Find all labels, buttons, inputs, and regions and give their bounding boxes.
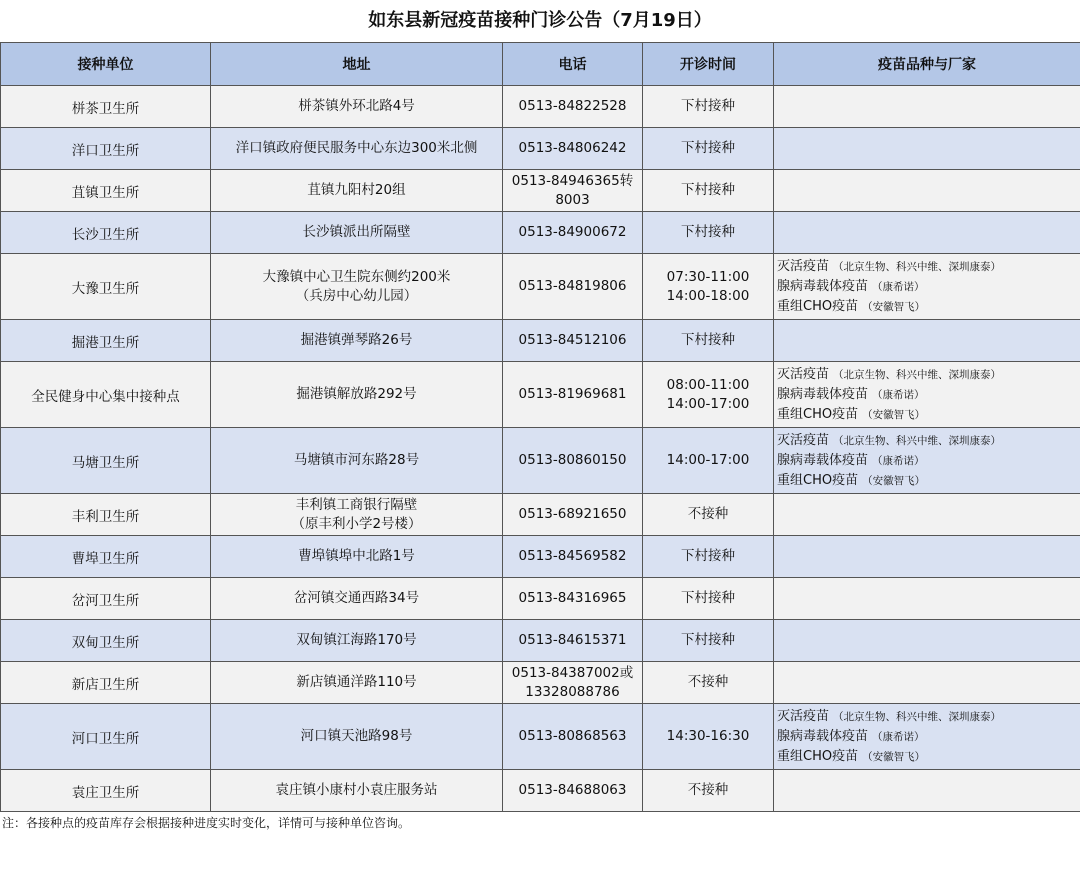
table-row <box>1 494 1080 536</box>
cell-time <box>643 86 774 128</box>
cell-time <box>643 428 774 494</box>
table-row <box>1 770 1080 812</box>
vaccine-name: 重组CHO疫苗 <box>777 406 859 422</box>
cell-address-line: 马塘镇市河东路28号 <box>293 452 420 468</box>
vaccine-line <box>777 277 1077 297</box>
footnote: 注：各接种点的疫苗库存会根据接种进度实时变化，详情可与接种单位咨询。 <box>2 816 411 830</box>
vaccine-name: 灭活疫苗 <box>777 432 830 448</box>
table-row <box>1 320 1080 362</box>
cell-vaccines <box>774 494 1080 536</box>
cell-phone <box>503 620 643 662</box>
cell-address <box>211 494 503 536</box>
cell-address-line: 丰利镇工商银行隔壁 <box>295 496 418 513</box>
cell-address-line: 曹埠镇埠中北路1号 <box>298 548 415 564</box>
cell-unit: 新店卫生所 <box>1 662 211 704</box>
cell-phone-line: 0513-84946365转 <box>511 172 634 189</box>
vaccine-maker: （北京生物、科兴中维、深圳康泰） <box>833 710 1002 723</box>
vaccine-name: 重组CHO疫苗 <box>777 298 859 314</box>
cell-phone <box>503 662 643 704</box>
cell-phone <box>503 704 643 770</box>
cell-phone-line: 0513-80868563 <box>518 728 627 744</box>
cell-phone-line: 0513-84615371 <box>518 632 627 648</box>
cell-phone <box>503 578 643 620</box>
cell-phone <box>503 428 643 494</box>
cell-vaccines <box>774 578 1080 620</box>
vaccine-name: 灭活疫苗 <box>777 366 830 382</box>
table-row <box>1 254 1080 320</box>
cell-address-line: 双甸镇江海路170号 <box>296 632 417 648</box>
vaccine-maker: （康希诺） <box>872 730 925 743</box>
cell-address <box>211 362 503 428</box>
vaccine-line <box>777 707 1077 727</box>
cell-address-line: 长沙镇派出所隔壁 <box>302 224 411 240</box>
cell-vaccines <box>774 212 1080 254</box>
cell-unit: 曹埠卫生所 <box>1 536 211 578</box>
cell-address <box>211 86 503 128</box>
vaccine-maker: （康希诺） <box>872 388 925 401</box>
cell-phone-line: 13328088786 <box>525 683 620 700</box>
cell-time-line: 14:00-17:00 <box>666 452 750 468</box>
cell-time-line: 不接种 <box>687 674 729 690</box>
cell-address-line: （兵房中心幼儿园） <box>295 287 418 304</box>
cell-time-line: 下村接种 <box>681 590 735 606</box>
cell-unit: 长沙卫生所 <box>1 212 211 254</box>
table-row <box>1 704 1080 770</box>
table-row <box>1 578 1080 620</box>
cell-address <box>211 254 503 320</box>
table-row <box>1 428 1080 494</box>
cell-time <box>643 662 774 704</box>
cell-vaccines <box>774 320 1080 362</box>
table-row <box>1 662 1080 704</box>
cell-phone-line: 0513-84512106 <box>518 332 627 348</box>
vaccine-maker: （北京生物、科兴中维、深圳康泰） <box>833 368 1002 381</box>
table-row <box>1 536 1080 578</box>
cell-vaccines <box>774 254 1080 320</box>
header-time: 开诊时间 <box>643 43 774 86</box>
cell-unit: 袁庄卫生所 <box>1 770 211 812</box>
cell-phone-line: 0513-84900672 <box>518 224 627 240</box>
vaccine-line <box>777 471 1077 491</box>
vaccine-name: 腺病毒载体疫苗 <box>777 728 869 744</box>
cell-phone <box>503 770 643 812</box>
vaccine-maker: （安徽智飞） <box>862 408 926 421</box>
cell-phone-line: 0513-84316965 <box>518 590 627 606</box>
cell-time-line: 14:00-18:00 <box>666 287 750 304</box>
vaccine-maker: （安徽智飞） <box>862 750 926 763</box>
cell-phone <box>503 494 643 536</box>
cell-unit: 岔河卫生所 <box>1 578 211 620</box>
cell-time <box>643 770 774 812</box>
cell-address-line: 河口镇天池路98号 <box>300 728 413 744</box>
vaccine-line <box>777 727 1077 747</box>
cell-address-line: 岔河镇交通西路34号 <box>293 590 420 606</box>
cell-address <box>211 536 503 578</box>
cell-address <box>211 128 503 170</box>
cell-time <box>643 170 774 212</box>
vaccine-line <box>777 297 1077 317</box>
cell-unit: 丰利卫生所 <box>1 494 211 536</box>
header-unit: 接种单位 <box>1 43 211 86</box>
table-body <box>1 86 1080 812</box>
cell-phone-line: 0513-84819806 <box>518 278 627 294</box>
cell-phone <box>503 212 643 254</box>
cell-phone-line: 0513-84806242 <box>518 140 627 156</box>
cell-unit: 全民健身中心集中接种点 <box>1 362 211 428</box>
cell-address <box>211 428 503 494</box>
vaccine-maker: （安徽智飞） <box>862 474 926 487</box>
cell-time <box>643 320 774 362</box>
table-row <box>1 362 1080 428</box>
vaccine-name: 腺病毒载体疫苗 <box>777 386 869 402</box>
cell-phone <box>503 362 643 428</box>
cell-time-line: 08:00-11:00 <box>666 376 750 393</box>
cell-phone <box>503 128 643 170</box>
header-phone: 电话 <box>503 43 643 86</box>
cell-unit: 苴镇卫生所 <box>1 170 211 212</box>
cell-address-line: （原丰利小学2号楼） <box>291 515 422 532</box>
cell-vaccines <box>774 362 1080 428</box>
vaccine-name: 灭活疫苗 <box>777 258 830 274</box>
cell-address <box>211 170 503 212</box>
cell-time <box>643 128 774 170</box>
cell-phone-line: 0513-84569582 <box>518 548 627 564</box>
cell-unit: 掘港卫生所 <box>1 320 211 362</box>
cell-vaccines <box>774 128 1080 170</box>
cell-time <box>643 494 774 536</box>
cell-time-line: 14:30-16:30 <box>666 728 750 744</box>
vaccine-maker: （康希诺） <box>872 280 925 293</box>
cell-vaccines <box>774 662 1080 704</box>
vaccine-maker: （康希诺） <box>872 454 925 467</box>
vaccine-line <box>777 747 1077 767</box>
cell-unit: 河口卫生所 <box>1 704 211 770</box>
cell-phone-line: 0513-84387002或 <box>511 664 634 681</box>
cell-time <box>643 620 774 662</box>
cell-address-line: 掘港镇弹琴路26号 <box>300 332 413 348</box>
table-header-row <box>1 43 1080 86</box>
cell-address-line: 掘港镇解放路292号 <box>296 386 417 402</box>
cell-address-line: 新店镇通洋路110号 <box>296 674 417 690</box>
vaccine-line <box>777 385 1077 405</box>
cell-unit: 栟茶卫生所 <box>1 86 211 128</box>
cell-time <box>643 254 774 320</box>
cell-phone-line: 0513-68921650 <box>518 506 627 522</box>
vaccine-maker: （北京生物、科兴中维、深圳康泰） <box>833 260 1002 273</box>
cell-time-line: 下村接种 <box>681 182 735 198</box>
cell-time-line: 下村接种 <box>681 140 735 156</box>
cell-address <box>211 212 503 254</box>
cell-address-line: 苴镇九阳村20组 <box>307 182 406 198</box>
cell-time-line: 下村接种 <box>681 98 735 114</box>
vaccine-name: 灭活疫苗 <box>777 708 830 724</box>
cell-phone <box>503 320 643 362</box>
cell-phone-line: 0513-81969681 <box>518 386 627 402</box>
cell-time-line: 下村接种 <box>681 224 735 240</box>
cell-time <box>643 536 774 578</box>
cell-time-line: 不接种 <box>687 506 729 522</box>
cell-vaccines <box>774 770 1080 812</box>
cell-time-line: 下村接种 <box>681 332 735 348</box>
table-row <box>1 86 1080 128</box>
cell-phone-line: 0513-80860150 <box>518 452 627 468</box>
cell-unit: 洋口卫生所 <box>1 128 211 170</box>
vaccine-name: 重组CHO疫苗 <box>777 748 859 764</box>
cell-phone <box>503 254 643 320</box>
cell-address-line: 栟茶镇外环北路4号 <box>298 98 415 114</box>
cell-address-line: 袁庄镇小康村小袁庄服务站 <box>275 782 438 798</box>
cell-phone <box>503 536 643 578</box>
vaccine-line <box>777 365 1077 385</box>
table-row <box>1 128 1080 170</box>
cell-phone-line: 8003 <box>555 191 590 208</box>
cell-time-line: 14:00-17:00 <box>666 395 750 412</box>
vaccine-name: 腺病毒载体疫苗 <box>777 278 869 294</box>
table-row <box>1 212 1080 254</box>
cell-time <box>643 704 774 770</box>
cell-phone-line: 0513-84688063 <box>518 782 627 798</box>
cell-time-line: 07:30-11:00 <box>666 268 750 285</box>
header-address: 地址 <box>211 43 503 86</box>
table-row <box>1 170 1080 212</box>
cell-address <box>211 578 503 620</box>
cell-time <box>643 578 774 620</box>
cell-time-line: 下村接种 <box>681 632 735 648</box>
cell-unit: 双甸卫生所 <box>1 620 211 662</box>
cell-unit: 大豫卫生所 <box>1 254 211 320</box>
vaccine-name: 腺病毒载体疫苗 <box>777 452 869 468</box>
cell-address-line: 大豫镇中心卫生院东侧约200米 <box>262 268 451 285</box>
vaccination-clinic-table <box>0 42 1080 812</box>
cell-phone <box>503 170 643 212</box>
header-vaccines: 疫苗品种与厂家 <box>774 43 1080 86</box>
cell-address <box>211 320 503 362</box>
cell-address-line: 洋口镇政府便民服务中心东边300米北侧 <box>235 140 478 156</box>
vaccine-maker: （安徽智飞） <box>862 300 926 313</box>
table-row <box>1 620 1080 662</box>
vaccine-line <box>777 431 1077 451</box>
cell-address <box>211 662 503 704</box>
cell-time-line: 不接种 <box>687 782 729 798</box>
cell-vaccines <box>774 536 1080 578</box>
vaccine-maker: （北京生物、科兴中维、深圳康泰） <box>833 434 1002 447</box>
cell-vaccines <box>774 428 1080 494</box>
cell-unit: 马塘卫生所 <box>1 428 211 494</box>
cell-vaccines <box>774 620 1080 662</box>
cell-time <box>643 212 774 254</box>
vaccine-line <box>777 405 1077 425</box>
cell-address <box>211 770 503 812</box>
cell-address <box>211 704 503 770</box>
cell-phone <box>503 86 643 128</box>
cell-time <box>643 362 774 428</box>
cell-vaccines <box>774 86 1080 128</box>
cell-address <box>211 620 503 662</box>
cell-vaccines <box>774 704 1080 770</box>
cell-phone-line: 0513-84822528 <box>518 98 627 114</box>
vaccine-line <box>777 257 1077 277</box>
page-title: 如东县新冠疫苗接种门诊公告（7月19日） <box>368 10 712 31</box>
vaccine-line <box>777 451 1077 471</box>
vaccine-name: 重组CHO疫苗 <box>777 472 859 488</box>
cell-time-line: 下村接种 <box>681 548 735 564</box>
cell-vaccines <box>774 170 1080 212</box>
